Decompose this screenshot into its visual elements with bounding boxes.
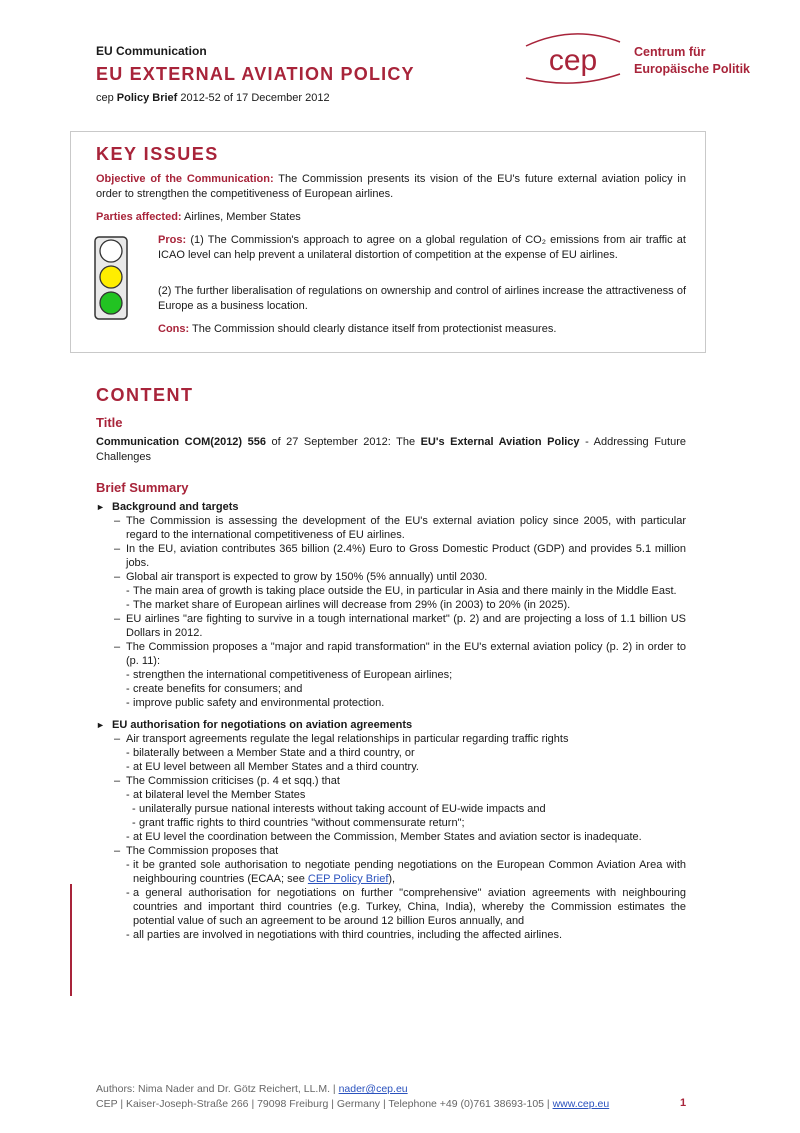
traffic-light-bottom (100, 292, 122, 314)
list-item (96, 570, 686, 584)
hyphen-bullet: - (126, 789, 130, 801)
hyphen-bullet: - (126, 887, 130, 899)
footer-authors: Authors: Nima Nader and Dr. Götz Reichert, LL.M. | (96, 1083, 339, 1095)
sub-list-item (96, 696, 686, 710)
sub-list-item (96, 584, 686, 598)
list-item-text: The Commission proposes that (126, 845, 279, 857)
brief-label: Policy Brief (116, 92, 178, 104)
list-item (96, 732, 686, 746)
list-item-text: EU airlines "are fighting to survive in a tough international market" (p. 2) and are projecting a loss of 1.1 billion US Dollars in 2012. (126, 613, 686, 639)
website-link[interactable]: www.cep.eu (552, 1098, 610, 1110)
footer-address: CEP | Kaiser-Joseph-Straße 266 | 79098 Freiburg | Germany | Telephone +49 (0)761 38693-105 | (96, 1098, 553, 1110)
arrow-icon: ► (96, 720, 105, 730)
list-item-text: it be granted sole authorisation to negotiate pending negotiations on the European Common Aviation Area with neighbouring countries (ECAA; see (133, 859, 686, 885)
section-2-title: EU authorisation for negotiations on aviation agreements (112, 719, 413, 731)
pros-paragraph-2: (2) The further liberalisation of regulations on ownership and control of airlines increase the attractiveness of Europe as a business location. (158, 285, 686, 312)
sub-list-item (96, 760, 686, 774)
sub-list-item (96, 788, 686, 802)
policy-brief-line (96, 92, 330, 104)
sub-list-item (96, 830, 686, 844)
pros-label: Pros: (158, 234, 187, 246)
cep-logo (518, 28, 628, 88)
hyphen-bullet: - (126, 859, 130, 871)
hyphen-bullet: - (126, 585, 130, 597)
summary-list (96, 500, 686, 942)
sub-list-item (96, 886, 686, 928)
sub-list-item (96, 682, 686, 696)
list-item (96, 640, 686, 668)
list-item-text: The Commission proposes a "major and rapid transformation" in the EU's external aviation policy (p. 2) in order to (p. 11): (126, 641, 686, 667)
parties-label: Parties affected: (96, 211, 182, 223)
section-1-title: Background and targets (112, 501, 239, 513)
list-item-text: Air transport agreements regulate the legal relationships in particular regarding traffic rights (126, 733, 569, 745)
dash-bullet: – (114, 845, 121, 857)
hyphen-bullet: - (126, 669, 130, 681)
section-heading (96, 718, 686, 732)
hyphen-bullet: - (126, 599, 130, 611)
list-item-text: The Commission is assessing the development of the EU's external aviation policy since 2005, with particular regard to the international competitiveness of EU airlines. (126, 515, 686, 541)
cons-text: The Commission should clearly distance itself from protectionist measures. (189, 323, 557, 335)
sub-sub-list-item (96, 816, 686, 830)
cep-policy-brief-link[interactable]: CEP Policy Brief (307, 873, 389, 885)
dash-bullet: – (114, 641, 121, 653)
list-item (96, 514, 686, 542)
list-item-text: strengthen the international competitiveness of European airlines; (133, 669, 453, 681)
list-item (96, 542, 686, 570)
list-item-text-end: ), (388, 873, 396, 885)
list-item (96, 612, 686, 640)
dash-bullet: – (114, 515, 121, 527)
footer (96, 1082, 696, 1112)
dash-bullet: – (114, 543, 121, 555)
sub-list-item (96, 598, 686, 612)
pros-1-text: (1) The Commission's approach to agree on a global regulation of CO₂ emissions from air traffic at ICAO level can help prevent a unilateral distortion of competition at the expense of EU airlines. (158, 234, 686, 261)
brief-prefix: cep (96, 92, 117, 104)
objective-paragraph (96, 172, 686, 202)
list-item (96, 774, 686, 788)
pros-paragraph-1 (158, 233, 686, 263)
title-heading: Title (96, 415, 123, 430)
dash-bullet: – (114, 571, 121, 583)
logo-text: cep (548, 44, 598, 77)
list-item-text: The market share of European airlines will decrease from 29% (in 2003) to 20% (in 2025). (133, 599, 571, 611)
sub-list-item (96, 746, 686, 760)
cons-paragraph (158, 322, 686, 337)
author-email-link[interactable]: nader@cep.eu (338, 1083, 408, 1095)
hyphen-bullet: - (126, 747, 130, 759)
list-item-text: unilaterally pursue national interests without taking account of EU-wide impacts and (139, 803, 546, 815)
brief-summary-heading: Brief Summary (96, 480, 189, 495)
sub-list-item (96, 928, 686, 942)
hyphen-bullet: - (126, 831, 130, 843)
list-item-text: The main area of growth is taking place outside the EU, in particular in Asia and there mainly in the Middle East. (133, 585, 677, 597)
parties-text: Airlines, Member States (181, 211, 301, 223)
document-title: EU EXTERNAL AVIATION POLICY (96, 64, 415, 84)
list-item-text: at EU level the coordination between the Commission, Member States and aviation sector is inadequate. (133, 831, 642, 843)
traffic-light-icon (94, 236, 128, 320)
footer-authors-line (96, 1082, 696, 1097)
traffic-light-middle (100, 266, 122, 288)
organization-name (634, 44, 750, 78)
comm-name: EU's External Aviation Policy (420, 436, 580, 448)
section-heading (96, 500, 686, 514)
hyphen-bullet: - (126, 683, 130, 695)
brief-date: 2012-52 of 17 December 2012 (177, 92, 330, 104)
footer-address-line (96, 1097, 696, 1112)
sub-sub-list-item (96, 802, 686, 816)
content-title: CONTENT (96, 385, 194, 405)
list-item-text: grant traffic rights to third countries "without commensurate return"; (139, 817, 465, 829)
cons-label: Cons: (158, 323, 190, 335)
parties-paragraph (96, 210, 686, 225)
comm-subtitle: - Addressing Future Challenges (96, 436, 686, 463)
hyphen-bullet: - (126, 761, 130, 773)
arrow-icon: ► (96, 502, 105, 512)
list-item-text: all parties are involved in negotiations with third countries, including the affected airlines. (133, 929, 563, 941)
list-item-text: at EU level between all Member States and a third country. (133, 761, 419, 773)
list-item-text: create benefits for consumers; and (133, 683, 303, 695)
communication-title (96, 435, 686, 465)
comm-date: of 27 September 2012: The (265, 436, 421, 448)
list-item-text: The Commission criticises (p. 4 et sqq.) that (126, 775, 340, 787)
org-line-1: Centrum für (634, 45, 706, 59)
change-marker-bar (70, 884, 72, 996)
dash-bullet: – (114, 613, 121, 625)
list-item-text: at bilateral level the Member States (133, 789, 306, 801)
dash-bullet: – (114, 775, 121, 787)
list-item-text: improve public safety and environmental protection. (133, 697, 385, 709)
objective-label: Objective of the Communication: (96, 173, 274, 185)
hyphen-bullet: - (126, 697, 130, 709)
hyphen-bullet: - (132, 803, 136, 815)
sub-list-item (96, 668, 686, 682)
page-number: 1 (680, 1097, 687, 1109)
objective-text: The Commission presents its vision of the EU's future external aviation policy in order to strengthen the competitiveness of European airlines. (96, 173, 686, 200)
document-series: EU Communication (96, 44, 207, 58)
list-item-text: a general authorisation for negotiations on further "comprehensive" aviation agreements with neighbouring countries and important third countries (e.g. Turkey, China, India), whereby the Commission estimates the potential value of such an agreement to be around 12 billion Euros annually, and (133, 887, 686, 927)
org-line-2: Europäische Politik (634, 62, 751, 76)
list-item (96, 844, 686, 858)
list-item-text: bilaterally between a Member State and a third country, or (133, 747, 415, 759)
hyphen-bullet: - (132, 817, 136, 829)
key-issues-title: KEY ISSUES (96, 144, 219, 164)
hyphen-bullet: - (126, 929, 130, 941)
list-item-text: Global air transport is expected to grow by 150% (5% annually) until 2030. (126, 571, 488, 583)
comm-ref: Communication COM(2012) 556 (96, 436, 266, 448)
traffic-light-top (100, 240, 122, 262)
dash-bullet: – (114, 733, 121, 745)
list-item-text: In the EU, aviation contributes 365 billion (2.4%) Euro to Gross Domestic Product (GDP) and provides 5.1 million jobs. (126, 543, 686, 569)
sub-list-item (96, 858, 686, 886)
